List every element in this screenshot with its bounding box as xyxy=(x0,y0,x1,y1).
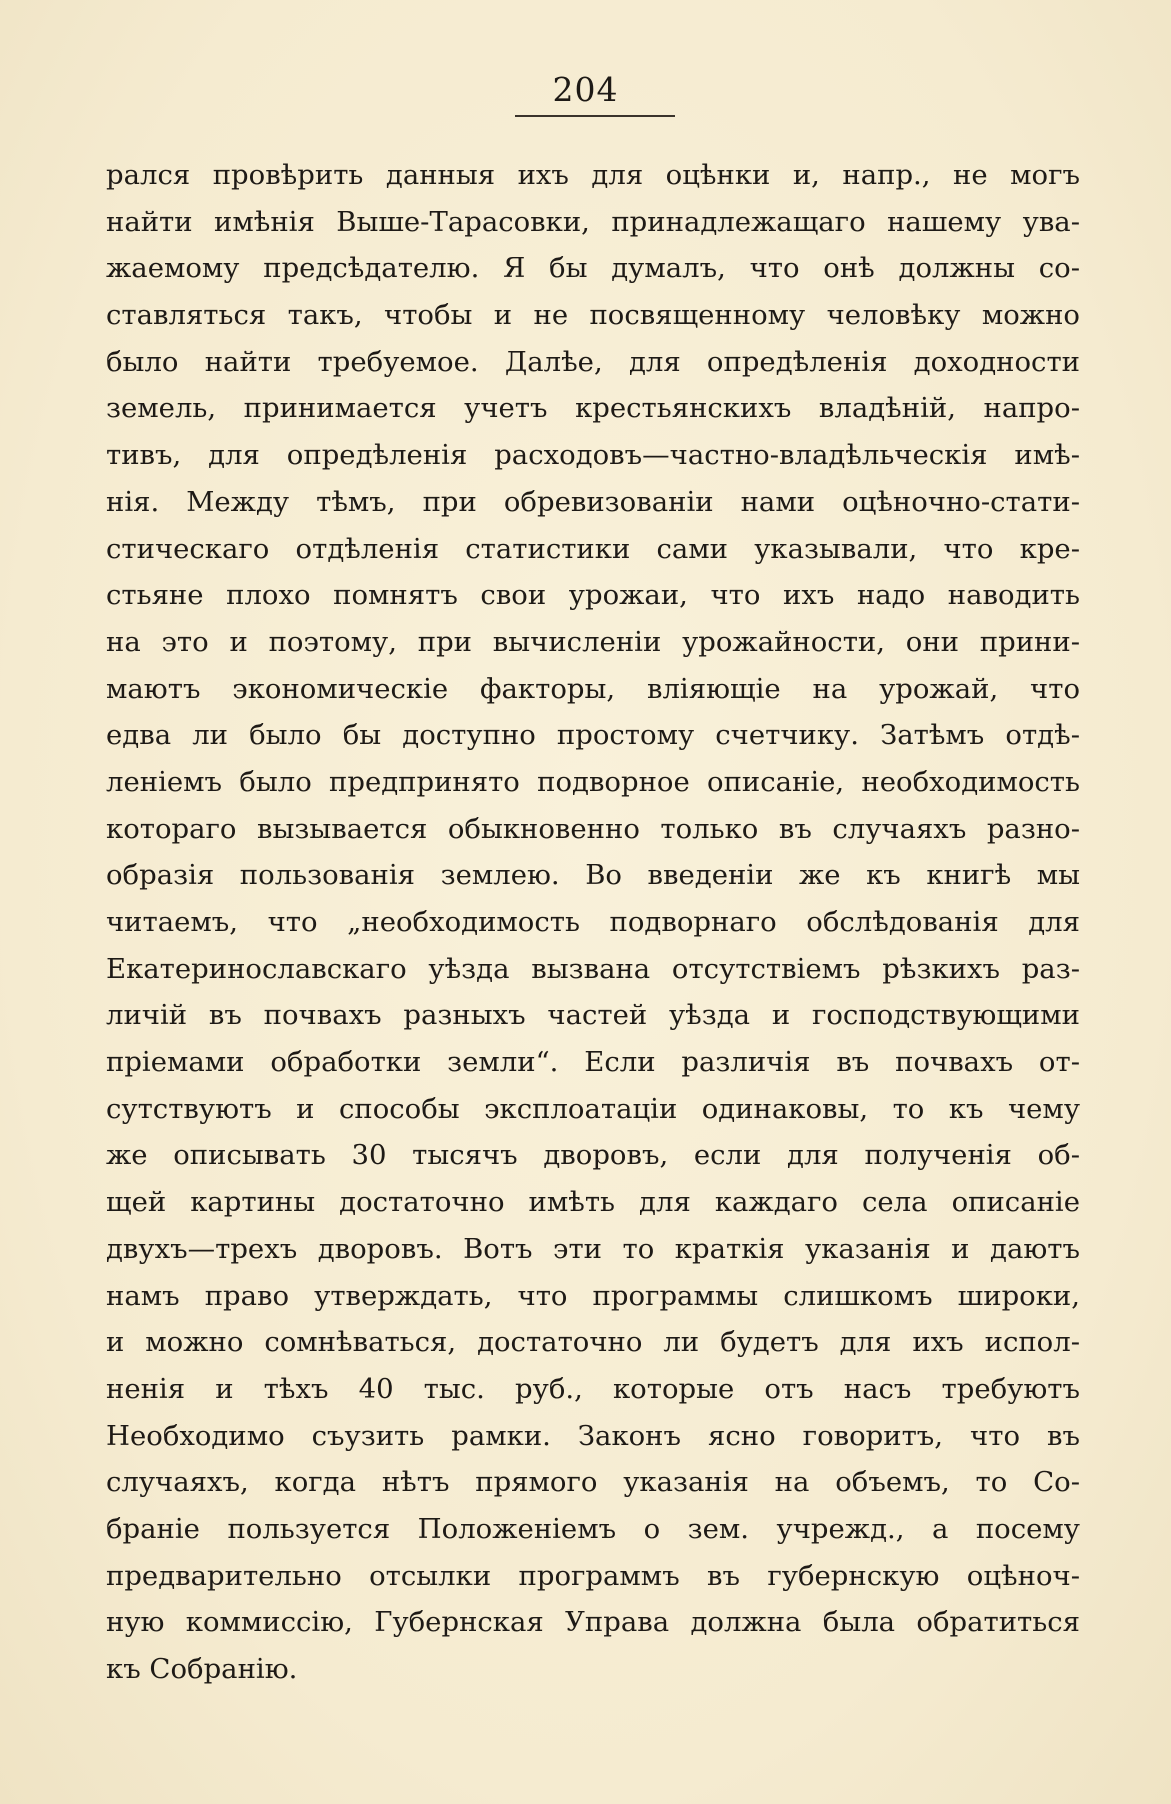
text-line: тивъ, для опредѣленія расходовъ—частно-владѣльческія имѣ- xyxy=(106,439,1080,472)
text-line: щей картины достаточно имѣть для каждаго села описаніе xyxy=(106,1186,1080,1219)
text-line: личій въ почвахъ разныхъ частей уѣзда и господствующими xyxy=(106,999,1080,1032)
text-line: рался провѣрить данныя ихъ для оцѣнки и, напр., не могъ xyxy=(106,159,1080,191)
text-line: же описывать 30 тысячъ дворовъ, если для полученія об- xyxy=(106,1139,1080,1172)
text-line: сутствуютъ и способы эксплоатаціи одинаковы, то къ чему xyxy=(106,1092,1080,1125)
text-line: стическаго отдѣленія статистики сами указывали, что кре- xyxy=(106,532,1080,565)
text-line: случаяхъ, когда нѣтъ прямого указанія на объемъ, то Со- xyxy=(106,1466,1080,1499)
text-line: маютъ экономическіе факторы, вліяющіе на урожай, что xyxy=(106,672,1080,705)
text-line: на это и поэтому, при вычисленіи урожайности, они прини- xyxy=(106,625,1080,658)
text-line: жаемому предсѣдателю. Я бы думалъ, что онѣ должны со- xyxy=(106,252,1080,285)
text-line: стьяне плохо помнятъ свои урожаи, что ихъ надо наводить xyxy=(106,579,1080,612)
text-line: нія. Между тѣмъ, при обревизованіи нами оцѣночно-стати- xyxy=(106,485,1080,518)
text-line: двухъ—трехъ дворовъ. Вотъ эти то краткія указанія и даютъ xyxy=(106,1232,1080,1265)
text-line: ставляться такъ, чтобы и не посвященному человѣку можно xyxy=(106,299,1080,332)
text-line: земель, принимается учетъ крестьянскихъ владѣній, напро- xyxy=(106,392,1080,425)
text-line: найти имѣнія Выше-Тарасовки, принадлежащаго нашему ува- xyxy=(106,205,1080,238)
text-body xyxy=(106,152,1080,1693)
text-line: едва ли было бы доступно простому счетчику. Затѣмъ отдѣ- xyxy=(106,719,1080,752)
text-line: Необходимо съузить рамки. Законъ ясно говоритъ, что въ xyxy=(106,1419,1080,1452)
text-line: браніе пользуется Положеніемъ о зем. учрежд., а посему xyxy=(106,1512,1080,1545)
text-line: было найти требуемое. Далѣе, для опредѣленія доходности xyxy=(106,345,1080,378)
text-line: пріемами обработки земли“. Если различія въ почвахъ от- xyxy=(106,1046,1080,1079)
text-line: леніемъ было предпринято подворное описаніе, необходимость xyxy=(106,765,1080,798)
page-number: 204 xyxy=(552,70,619,109)
text-line: читаемъ, что „необходимость подворнаго обслѣдованія для xyxy=(106,906,1080,938)
text-line: ненія и тѣхъ 40 тыс. руб., которые отъ насъ требуютъ xyxy=(106,1372,1080,1405)
text-line: намъ право утверждать, что программы слишкомъ широки, xyxy=(106,1279,1080,1312)
text-line: предварительно отсылки программъ въ губернскую оцѣноч- xyxy=(106,1559,1080,1592)
page-number-rule xyxy=(515,115,675,117)
text-line: къ Собранію. xyxy=(106,1653,298,1685)
text-line: ную коммиссію, Губернская Управа должна была обратиться xyxy=(106,1606,1080,1639)
text-line: образія пользованія землею. Во введеніи же къ книгѣ мы xyxy=(106,859,1080,892)
text-line: Екатеринославскаго уѣзда вызвана отсутствіемъ рѣзкихъ раз- xyxy=(106,952,1080,985)
text-line: котораго вызывается обыкновенно только въ случаяхъ разно- xyxy=(106,812,1080,845)
text-line: и можно сомнѣваться, достаточно ли будетъ для ихъ испол- xyxy=(106,1326,1080,1359)
